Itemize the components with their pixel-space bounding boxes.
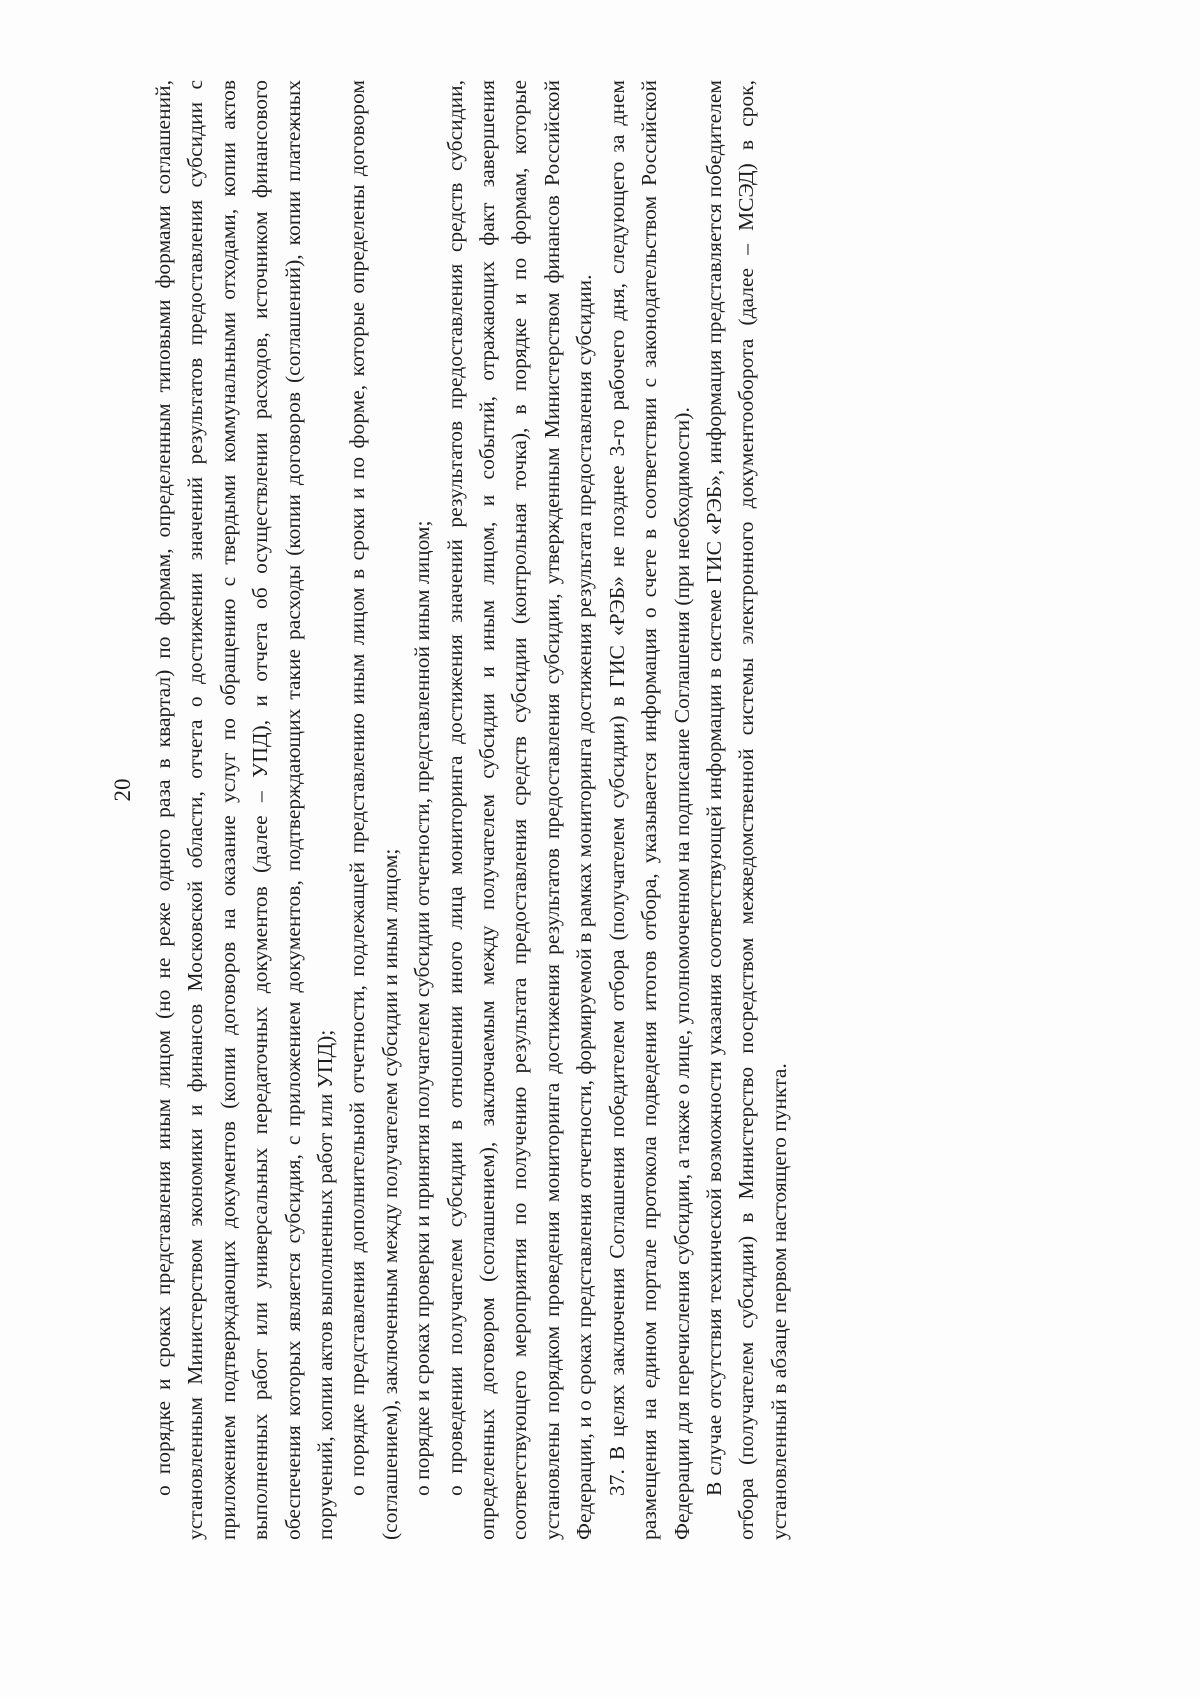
- paragraph-2: о порядке представления дополнительной отчетности, подлежащей представлению иным лицом в сроки и по форме, которые определены договором (соглашением), заключенным между получателем субсидии и иным лицом;: [345, 80, 402, 1540]
- paragraph-4: о проведении получателем субсидии в отношении иного лица мониторинга достижения значений результатов предоставления средств субсидии, определенных договором (соглашением), заключаемым между получателем субсидии и иным лицом, и событий, отражающих факт завершения соответствующего мероприятия по получению результата предоставления средств субсидии (контрольная точка), в порядке и по формам, которые установлены порядком проведения мониторинга достижения результатов предоставления субсидии, утвержденным Министерством финансов Российской Федерации, и о сроках представления отчетности, формируемой в рамках мониторинга достижения результата предоставления субсидии.: [442, 80, 597, 1540]
- paragraph-1: о порядке и сроках представления иным лицом (но не реже одного раза в квартал) по формам, определенным типовыми формами соглашений, установленным Министерством экономики и финансов Московской области, отчета о достижении значений результатов предоставления субсидии с приложением подтверждающих документов (копии договоров на оказание услуг по обращению с твердыми коммунальными отходами, копии актов выполненных работ или универсальных передаточных документов (далее – УПД), и отчета об осуществлении расходов, источником финансового обеспечения которых является субсидия, с приложением документов, подтверждающих такие расходы (копии договоров (соглашений), копии платежных поручений, копии актов выполненных работ или УПД);: [151, 80, 338, 1540]
- paragraph-6: В случае отсутствия технической возможности указания соответствующей информации в системе ГИС «РЭБ», информация представляется победителем отбора (получателем субсидии) в Министерство посредством межведомственной системы электронного документооборота (далее – МСЭД) в срок, установленный в абзаце первом настоящего пункта.: [701, 80, 791, 1540]
- rotated-text-block: [110, 80, 795, 1540]
- paragraph-3: о порядке и сроках проверки и принятия получателем субсидии отчетности, представленной иным лицом;: [410, 520, 435, 1496]
- page-number: 20: [110, 778, 135, 802]
- paragraph-5: 37. В целях заключения Соглашения победителем отбора (получателем субсидии) в ГИС «РЭБ» не позднее 3-го рабочего дня, следующего за днем размещения на едином портале протокола подведения итогов отбора, указывается информация о счете в соответствии с законодательством Российской Федерации для перечисления субсидии, а также о лице, уполномоченном на подписание Соглашения (при необходимости).: [604, 80, 694, 1540]
